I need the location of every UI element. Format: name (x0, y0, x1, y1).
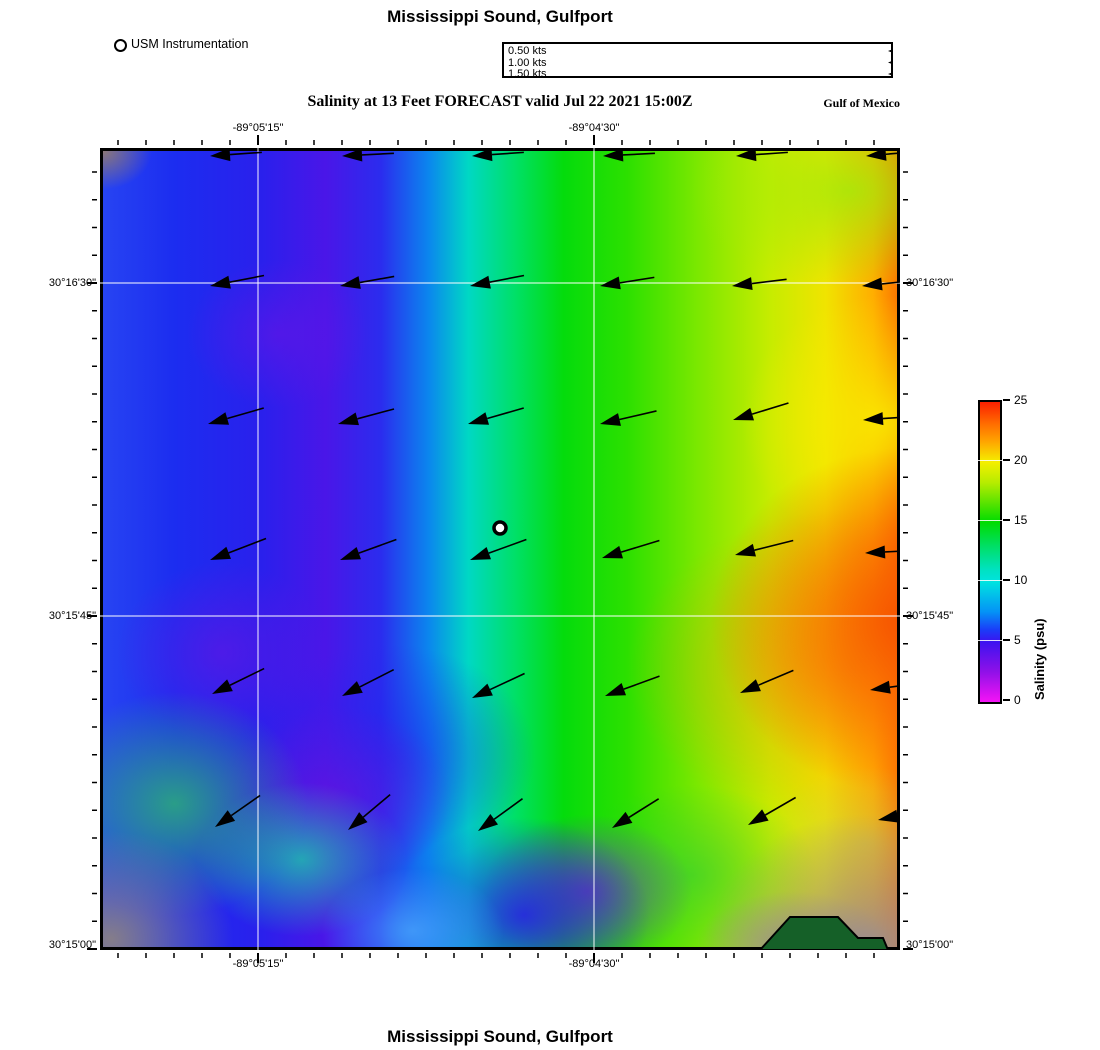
latitude-label: 30°16'30" (48, 277, 96, 289)
colorbar (978, 400, 1002, 704)
bottom-title: Mississippi Sound, Gulfport (387, 1027, 613, 1046)
colorbar-tick-label: 0 (1014, 693, 1021, 707)
colorbar-tick-label: 5 (1014, 633, 1021, 647)
colorbar-tick-label: 25 (1014, 393, 1028, 407)
colorbar-tick (1003, 639, 1010, 641)
colorbar-tick-label: 10 (1014, 573, 1028, 587)
colorbar-tick (1003, 579, 1010, 581)
instrumentation-legend-label: USM Instrumentation (131, 37, 249, 51)
forecast-subtitle: Salinity at 13 Feet FORECAST valid Jul 22 2021 15:00Z (307, 93, 693, 110)
colorbar-tick (1003, 399, 1010, 401)
colorbar-tick-label: 15 (1014, 513, 1028, 527)
latitude-label: 30°15'00" (48, 939, 96, 951)
speed-scale-label: 1.50 kts (508, 68, 547, 80)
longitude-label: -89°04'30" (568, 122, 620, 134)
region-label: Gulf of Mexico (823, 96, 900, 110)
colorbar-tick (1003, 459, 1010, 461)
colorbar-tick (1003, 699, 1010, 701)
latitude-label: 30°15'45" (906, 610, 954, 622)
colorbar-separator (978, 640, 1002, 641)
page-title: Mississippi Sound, Gulfport (387, 7, 613, 26)
longitude-label: -89°05'15" (232, 122, 284, 134)
longitude-label: -89°05'15" (232, 958, 284, 970)
latitude-label: 30°16'30" (906, 277, 954, 289)
station-circle-icon (114, 39, 127, 52)
colorbar-tick-label: 20 (1014, 453, 1028, 467)
speed-scale-label: 1.00 kts (508, 56, 547, 69)
latitude-label: 30°15'45" (48, 610, 96, 622)
longitude-label: -89°04'30" (568, 958, 620, 970)
velocity-scale-legend (502, 42, 893, 78)
latitude-label: 30°15'00" (906, 939, 954, 951)
colorbar-separator (978, 460, 1002, 461)
colorbar-title: Salinity (psu) (1032, 618, 1047, 700)
colorbar-tick (1003, 519, 1010, 521)
axis-ticks (85, 133, 915, 965)
colorbar-separator (978, 580, 1002, 581)
speed-scale-label: 0.50 kts (508, 45, 547, 57)
velocity-scale-arrows (504, 44, 891, 76)
colorbar-separator (978, 520, 1002, 521)
